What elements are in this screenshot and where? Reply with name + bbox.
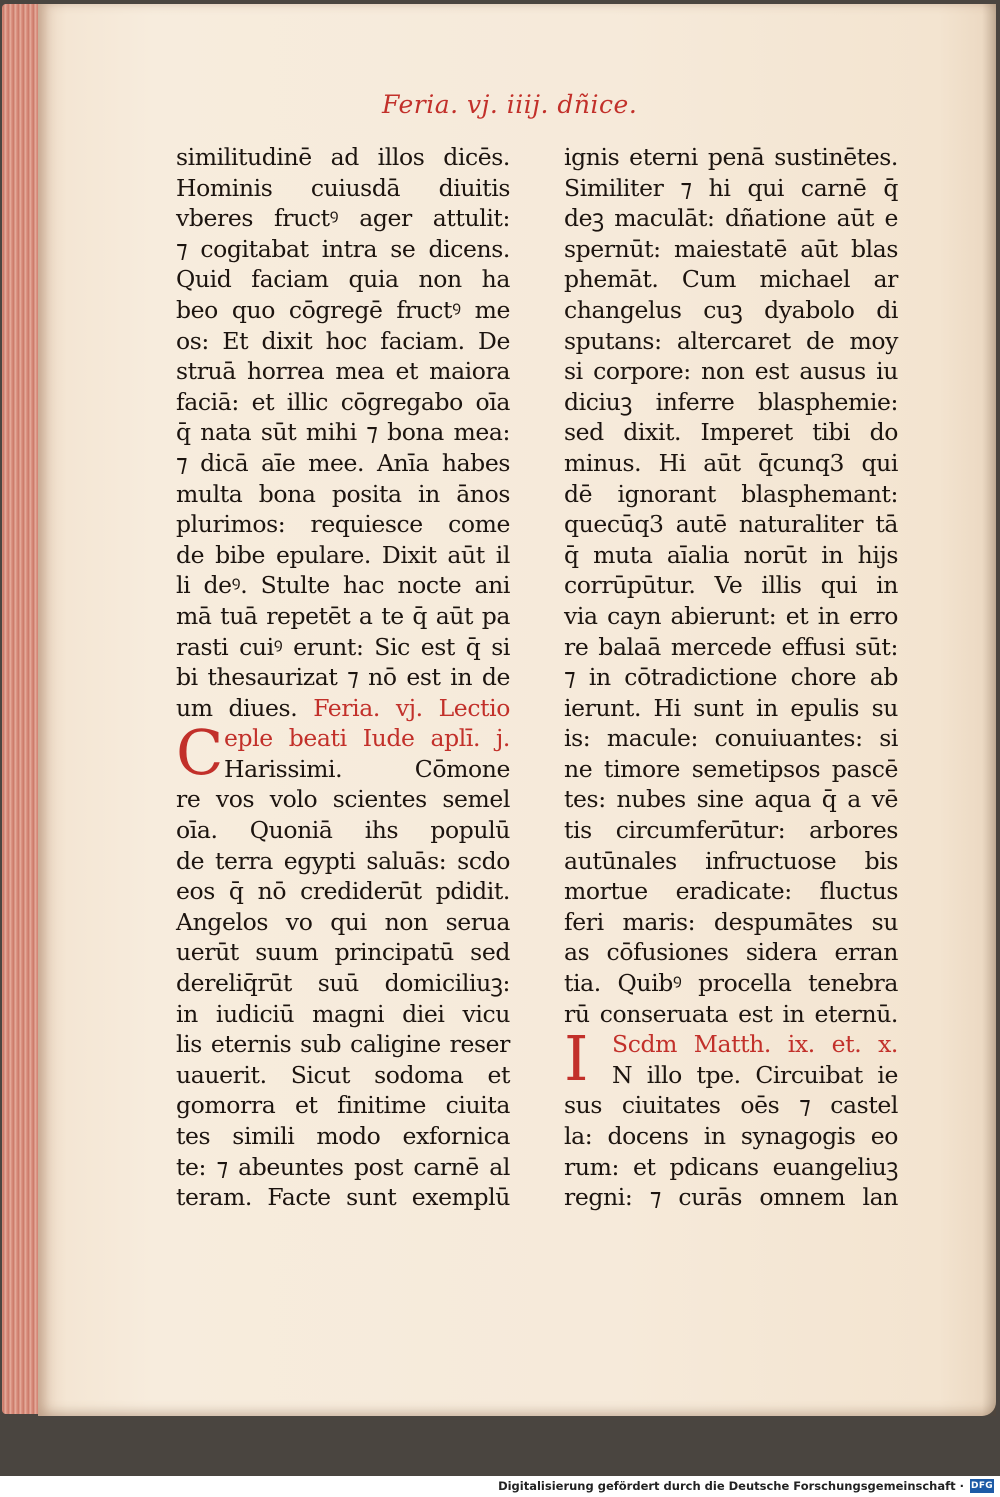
text-line: multa bona posita in ānos — [176, 479, 510, 508]
left-initial-lines — [224, 723, 510, 784]
text-line: tia. Quibꝰ procella tenebra — [564, 969, 898, 998]
text-line: q̄ nata sūt mihi ⁊ bona mea: — [176, 418, 510, 447]
right-lines-before — [564, 142, 898, 1029]
text-line: spernūt: maiestatē aūt blas — [564, 234, 898, 263]
running-header: Feria. vj. iiij. dñice. — [382, 90, 638, 119]
text-line: eos q̄ nō crediderūt pdidit. — [176, 877, 510, 906]
rubric-line — [176, 693, 510, 724]
text-line: minus. Hi aūt q̄cunq3 qui — [564, 448, 898, 477]
right-initial-lines — [612, 1029, 898, 1090]
text-line: ⁊ in cōtradictione chore ab — [564, 663, 898, 692]
right-initial-block — [564, 1022, 898, 1096]
text-line: de bibe epulare. Dixit aūt il — [176, 540, 510, 569]
text-line: dereliq̄rūt suū domiciliuꝫ: — [176, 969, 510, 998]
text-line: rasti cuiꝰ erunt: Sic est q̄ si — [176, 632, 510, 661]
text-line: os: Et dixit hoc faciam. De — [176, 326, 510, 355]
text-line: si corpore: non est ausus iu — [564, 357, 898, 386]
text-line: tis circumferūtur: arbores — [564, 816, 898, 845]
rubric-line-text: um diues. — [176, 693, 298, 722]
text-line: faciā: et illic cōgregabo oīa — [176, 387, 510, 416]
right-lines-after — [564, 1090, 898, 1212]
text-line: deꝫ maculāt: dñatione aūt e — [564, 204, 898, 233]
text-line: tes simili modo exfornica — [176, 1122, 510, 1150]
text-line: ⁊ cogitabat intra se dicens. — [176, 234, 510, 263]
dfg-logo: DFG — [971, 1481, 993, 1491]
text-line: via cayn abierunt: et in erro — [564, 601, 898, 630]
text-line: ne timore semetipsos pascē — [564, 754, 898, 783]
text-line: as cōfusiones sidera erran — [564, 938, 898, 967]
text-line: ⁊ dicā aīe mee. Anīa habes — [176, 448, 510, 477]
text-line: dē ignorant blasphemant: — [564, 479, 898, 508]
credit-text: Digitalisierung gefördert durch die Deutsche Forschungsgemeinschaft · — [498, 1479, 964, 1493]
text-line: sed dixit. Imperet tibi do — [564, 418, 898, 447]
left-lines-before — [176, 142, 510, 693]
left-lines-after — [176, 784, 510, 1212]
text-line: autūnales infructuose bis — [564, 846, 898, 875]
text-line: Harissimi. Cōmone — [224, 754, 510, 783]
text-line: regni: ⁊ curās omnem lan — [564, 1183, 898, 1212]
text-line: bi thesaurizat ⁊ nō est in de — [176, 663, 510, 692]
text-line: Angelos vo qui non serua — [176, 907, 510, 936]
text-line: Quid faciam quia non ha — [176, 265, 510, 294]
text-line: li deꝰ. Stulte hac nocte ani — [176, 571, 510, 600]
text-line: uerūt suum principatū sed — [176, 938, 510, 967]
text-line: phemāt. Cum michael ar — [564, 265, 898, 294]
text-line: Scdm Matth. ix. et. x. — [612, 1030, 898, 1059]
text-line: te: ⁊ abeuntes post carnē al — [176, 1152, 510, 1181]
text-line: sputans: altercaret de moy — [564, 326, 898, 355]
text-line: N illo tpe. Circuibat ie — [612, 1060, 898, 1089]
credit-bar — [0, 1476, 1000, 1497]
text-line: struā horrea mea et maiora — [176, 357, 510, 386]
text-line: is: macule: conuiuantes: si — [564, 724, 898, 753]
text-line: beo quo cōgregē fructꝰ me — [176, 295, 510, 324]
text-line: teram. Facte sunt exemplū — [176, 1183, 510, 1212]
right-column — [564, 142, 898, 1213]
text-line: ignis eterni penā sustinētes. — [564, 143, 898, 171]
page-gutter-shadow — [982, 4, 996, 1416]
text-line: diciuꝫ inferre blasphemie: — [564, 387, 898, 416]
right-drop-cap-initial: I — [564, 1022, 589, 1096]
text-line: oīa. Quoniā ihs populū — [176, 816, 510, 845]
text-line: sus ciuitates oēs ⁊ castel — [564, 1091, 898, 1120]
page-edges — [2, 4, 42, 1414]
text-line: changelus cuꝫ dyabolo di — [564, 295, 898, 324]
text-line: Similiter ⁊ hi qui carnē q̄ — [564, 173, 898, 202]
text-line: ierunt. Hi sunt in epulis su — [564, 693, 898, 722]
left-column — [176, 142, 510, 1213]
text-line: similitudinē ad illos dicēs. — [176, 143, 510, 171]
text-line: re balaā mercede effusi sūt: — [564, 632, 898, 661]
text-line: de terra egypti saluās: scdo — [176, 846, 510, 875]
left-drop-cap-initial: C — [176, 716, 224, 790]
text-line: lis eternis sub caligine reser — [176, 1030, 510, 1059]
text-line: gomorra et finitime ciuita — [176, 1091, 510, 1120]
text-line: vberes fructꝰ ager attulit: — [176, 204, 510, 233]
text-line: q̄ muta aīalia norūt in hijs — [564, 540, 898, 569]
text-line: uauerit. Sicut sodoma et — [176, 1060, 510, 1089]
text-line: in iudiciū magni diei vicu — [176, 999, 510, 1028]
text-line: mā tuā repetēt a te q̄ aūt pa — [176, 601, 510, 630]
text-line: la: docens in synagogis eo — [564, 1122, 898, 1150]
text-line: feri maris: despumātes su — [564, 907, 898, 936]
text-line: corrūpūtur. Ve illis qui in — [564, 571, 898, 600]
rubric-heading-lectio: Feria. vj. Lectio — [313, 693, 510, 722]
text-line: plurimos: requiesce come — [176, 510, 510, 539]
text-line: tes: nubes sine aqua q̄ a vē — [564, 785, 898, 814]
left-initial-block — [176, 716, 510, 790]
text-line: quecūq3 autē naturaliter tā — [564, 510, 898, 539]
text-line: rum: et pdicans euangeliuꝫ — [564, 1152, 898, 1181]
text-line: Hominis cuiusdā diuitis — [176, 173, 510, 202]
text-line: rū conseruata est in eternū. — [564, 999, 898, 1028]
text-line: re vos volo scientes semel — [176, 785, 510, 814]
text-line: mortue eradicate: fluctus — [564, 877, 898, 906]
text-line: eple beati Iude aplī. j. — [224, 724, 510, 753]
